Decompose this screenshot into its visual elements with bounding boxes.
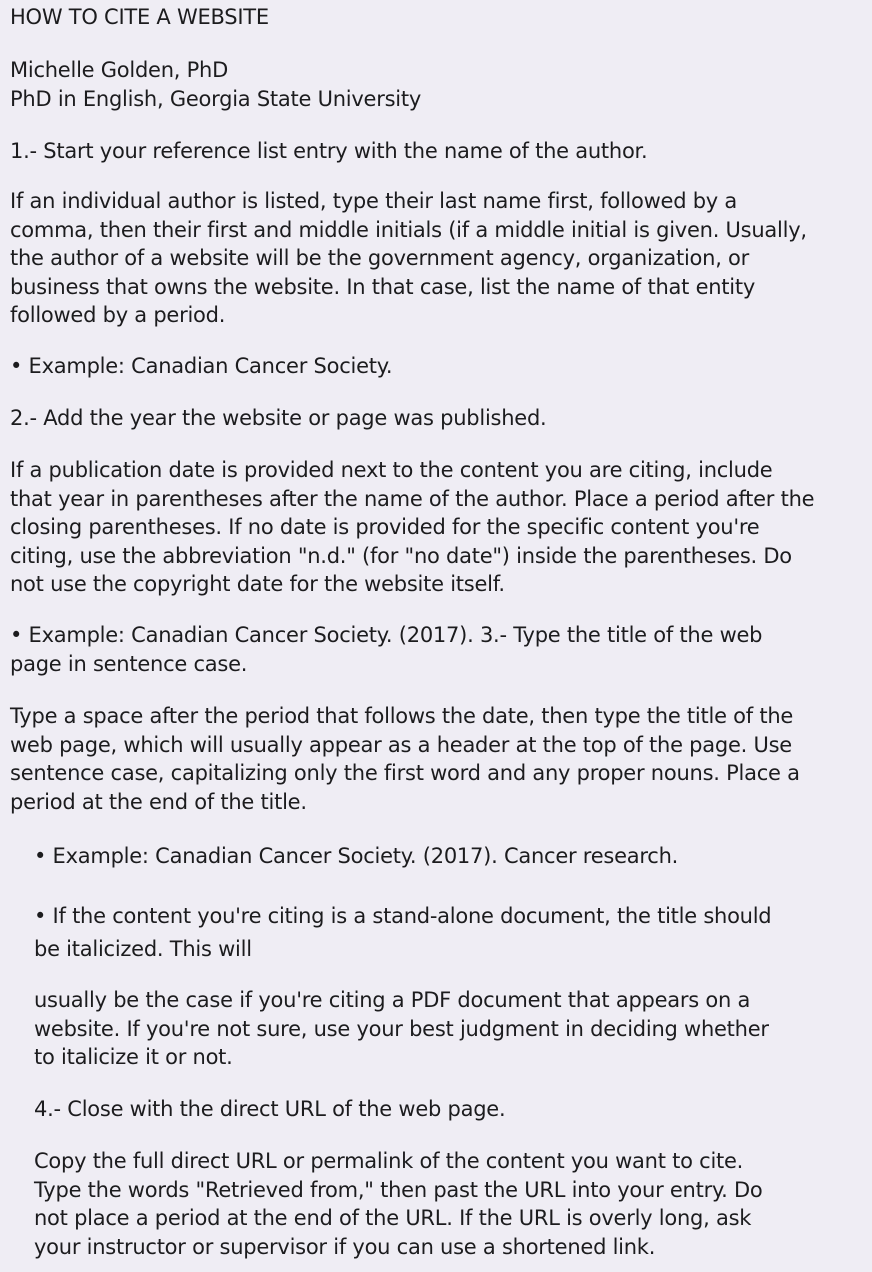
step1-example: • Example: Canadian Cancer Society.: [10, 354, 393, 378]
step4-body-line: Copy the full direct URL or permalink of the content you want to cite.: [34, 1149, 744, 1173]
step3-note-cont-line: website. If you're not sure, use your best judgment in deciding whether: [34, 1016, 769, 1041]
step2-body-line: citing, use the abbreviation "n.d." (for "no date") inside the parentheses. Do: [10, 543, 792, 568]
step1-body-line: followed by a period.: [10, 303, 226, 327]
step3-body: [10, 702, 862, 816]
step1-body: [10, 187, 862, 330]
step2-body: [10, 456, 862, 599]
step4-body-line: Type the words "Retrieved from," then past the URL into your entry. Do: [34, 1177, 763, 1202]
step2-heading: 2.- Add the year the website or page was published.: [10, 406, 547, 430]
step3-example: • Example: Canadian Cancer Society. (2017). Cancer research.: [34, 844, 679, 868]
step4-body: [34, 1147, 862, 1261]
step2-body-line: If a publication date is provided next to the content you are citing, include: [10, 458, 773, 482]
step2-body-line: not use the copyright date for the website itself.: [10, 572, 505, 596]
step3-note-continued: [34, 986, 862, 1072]
author-credential: PhD in English, Georgia State University: [10, 86, 422, 111]
step3-note: [34, 900, 862, 966]
step3-note-line: • If the content you're citing is a stand-alone document, the title should: [34, 904, 772, 928]
step3-body-line: period at the end of the title.: [10, 789, 307, 814]
step3-note-cont-line: to italicize it or not.: [34, 1045, 233, 1069]
step3-body-line: web page, which will usually appear as a header at the top of the page. Use: [10, 732, 792, 757]
step3-body-line: sentence case, capitalizing only the first word and any proper nouns. Place a: [10, 761, 800, 785]
author-name: Michelle Golden, PhD: [10, 58, 229, 82]
step1-body-line: If an individual author is listed, type their last name first, followed by a: [10, 189, 738, 213]
step2-body-line: closing parentheses. If no date is provided for the specific content you're: [10, 515, 760, 539]
document-title: HOW TO CITE A WEBSITE: [10, 5, 269, 29]
author-block: [10, 56, 862, 113]
step1-body-line: the author of a website will be the government agency, organization, or: [10, 246, 750, 270]
step1-body-line: comma, then their first and middle initials (if a middle initial is given. Usually,: [10, 217, 807, 242]
step4-heading: 4.- Close with the direct URL of the web page.: [34, 1097, 506, 1121]
step3-body-line: Type a space after the period that follows the date, then type the title of the: [10, 704, 794, 728]
step3-note-line: be italicized. This will: [34, 937, 252, 961]
step2-example-line: • Example: Canadian Cancer Society. (2017). 3.- Type the title of the web: [10, 623, 763, 647]
step2-example-line: page in sentence case.: [10, 651, 248, 676]
step1-heading: 1.- Start your reference list entry with the name of the author.: [10, 139, 648, 163]
step3-note-cont-line: usually be the case if you're citing a PDF document that appears on a: [34, 988, 751, 1012]
step1-body-line: business that owns the website. In that case, list the name of that entity: [10, 274, 756, 299]
step2-example: [10, 621, 862, 678]
step4-body-line: not place a period at the end of the URL. If the URL is overly long, ask: [34, 1206, 752, 1230]
step4-body-line: your instructor or supervisor if you can use a shortened link.: [34, 1234, 656, 1259]
step2-body-line: that year in parentheses after the name of the author. Place a period after the: [10, 486, 815, 511]
